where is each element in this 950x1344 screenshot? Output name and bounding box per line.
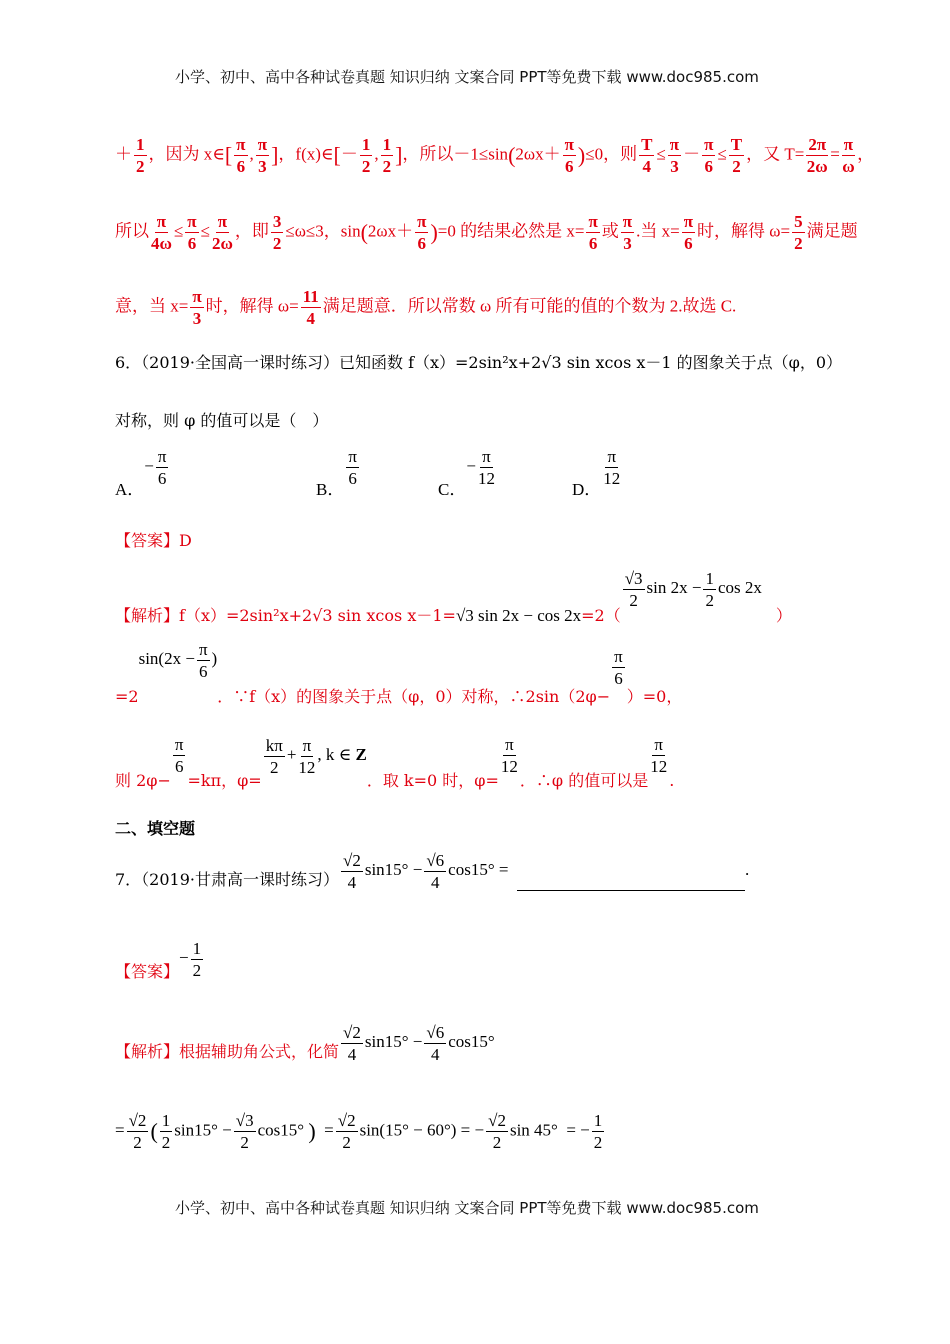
q6-option-d[interactable]: D． $\frac{\pi}{12}$ (572, 447, 621, 500)
q6-option-c[interactable]: C．− $\frac{\pi}{12}$ (438, 447, 495, 500)
p5-line-3: 意，当 x= $\frac{\pi}{3}$ 时，解得 ω= $\frac{11}{4}$ 满足题意．所以常数 ω 所有可能的值的个数为 2.故选 C. (115, 287, 737, 328)
q6-stem-line-2: 对称，则 φ 的值可以是（ ） (115, 411, 329, 430)
answer-tag: 【答案】 (115, 531, 180, 550)
q6-stem-line-1: 6．（2019·全国高一课时练习）已知函数 f（x）=2sin²x+2√3 sin xcos x－1 的图象关于点（φ，0） (115, 353, 843, 372)
q6-explanation-line-3: 则 2φ− $\frac{\pi}{6}$ =kπ，φ= $\frac{k\pi}{2}$ + $\frac{\pi}{12}$ , k ∈ Z．取 k=0 时，φ= $\frac{\pi}{12}$ ．∴φ 的值可以是 $\frac{\pi}{12}$ . (115, 735, 675, 790)
answer-blank[interactable] (517, 872, 745, 891)
p5-line-1: ＋ $\frac{1}{2}$ ，因为 x∈[ $\frac{\pi}{6}$ , $\frac{\pi}{3}$ ]，f(x)∈[－ $\frac{1}{2}$ , $\frac{1}{2}$ ]，所以－1≤sin(2ωx＋ $\frac{\pi}{6}$ )≤0，则 $\frac{T}{4}$ ≤ $\frac{\pi}{3}$ － $\frac{\pi}{6}$ ≤ $\frac{T}{2}$ ，又 T= $\frac{2\pi}{2\omega}$ = $\frac{\pi}{\omega}$ ， (115, 135, 875, 176)
page-footer: 小学、初中、高中各种试卷真题 知识归纳 文案合同 PPT等免费下载 www.doc985.com (175, 1199, 759, 1217)
q6-option-a[interactable]: A．− $\frac{\pi}{6}$ (115, 447, 167, 500)
section-title: 二、填空题 (115, 819, 196, 838)
q6-explanation-line-2: =2sin(2x − $\frac{\pi}{6}$ )．∵f（x）的图象关于点（φ，0）对称，∴2sin（2φ− $\frac{\pi}{6}$ ）=0， (115, 639, 683, 706)
page-header: 小学、初中、高中各种试卷真题 知识归纳 文案合同 PPT等免费下载 www.doc985.com (175, 68, 759, 86)
q7-stem: 7．（2019·甘肃高一课时练习） $\frac{√2}{4}$ sin15° − $\frac{√6}{4}$ cos15° = . (115, 851, 750, 892)
sqrt3: √3 (541, 353, 562, 372)
q6-answer: 【答案】D (115, 531, 192, 550)
q7-explanation: 【解析】根据辅助角公式，化简 $\frac{√2}{4}$ sin15° − $\frac{√6}{4}$ cos15° (115, 1023, 495, 1064)
q6-option-b[interactable]: B． $\frac{\pi}{6}$ (316, 447, 357, 500)
q7-answer: 【答案】− $\frac{1}{2}$ (115, 939, 202, 982)
p5-line-2: 所以 $\frac{\pi}{4\omega}$ ≤ $\frac{\pi}{6}$ ≤ $\frac{\pi}{2\omega}$ ，即 $\frac{3}{2}$ ≤ω≤3，sin(2ωx＋ $\frac{\pi}{6}$ )=0 的结果必然是 x= $\frac{\pi}{6}$ 或 $\frac{\pi}{3}$ .当 x= $\frac{\pi}{6}$ 时，解得 ω= $\frac{5}{2}$ 满足题 (115, 212, 858, 253)
q6-explanation-line-1: 【解析】f（x）=2sin²x+2√3 sin xcos x－1=√3 sin 2x − cos 2x=2（ $\frac{√3}{2}$ sin 2x − $\frac{1}{2}$ cos 2x） (115, 569, 792, 626)
q7-derivation: = $\frac{√2}{2}$ ( $\frac{1}{2}$ sin15° − $\frac{√3}{2}$ cos15° ) = $\frac{√2}{2}$ sin(15° − 60°) = − $\frac{√2}{2}$ sin 45° = − $\frac{1}{2}$ (115, 1111, 603, 1152)
